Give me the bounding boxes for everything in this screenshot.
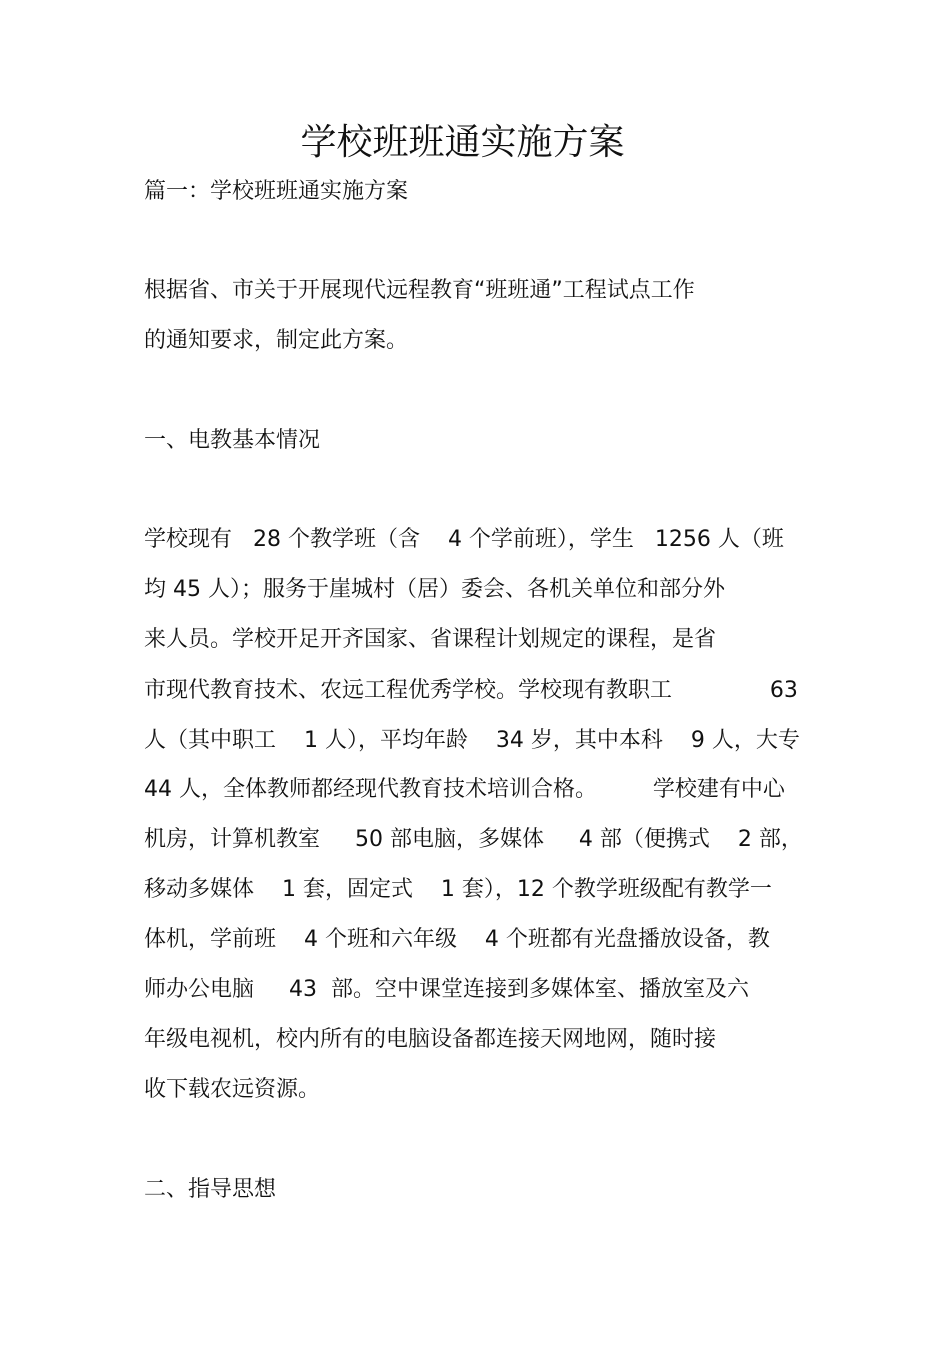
intro-line: 根据省、市关于开展现代远程教育“班班通”工程试点工作 bbox=[144, 278, 695, 303]
document-title: 学校班班通实施方案 bbox=[300, 122, 625, 163]
body-line: 均 45 人）；服务于崖城村（居）委会、各机关单位和部分外 bbox=[144, 577, 725, 602]
body-line: 人（其中职工 1 人），平均年龄 34 岁，其中本科 9 人，大专 bbox=[144, 728, 800, 753]
body-line: 移动多媒体 1 套，固定式 1 套），12 个教学班级配有教学一 bbox=[144, 877, 772, 902]
body-line: 师办公电脑 43 部。空中课堂连接到多媒体室、播放室及六 bbox=[144, 977, 749, 1002]
body-line: 机房，计算机教室 50 部电脑，多媒体 4 部（便携式 2 部， bbox=[144, 827, 803, 852]
body-line: 体机，学前班 4 个班和六年级 4 个班都有光盘播放设备，教 bbox=[144, 927, 770, 952]
section-heading-guiding-ideology: 二、指导思想 bbox=[144, 1177, 277, 1202]
body-line: 来人员。学校开足开齐国家、省课程计划规定的课程，是省 bbox=[144, 627, 717, 652]
intro-line: 的通知要求，制定此方案。 bbox=[144, 328, 409, 353]
body-line: 市现代教育技术、农远工程优秀学校。学校现有教职工 63 bbox=[144, 678, 798, 703]
section-heading-basic-situation: 一、电教基本情况 bbox=[144, 428, 321, 453]
body-line: 学校现有 28 个教学班（含 4 个学前班），学生 1256 人（班 bbox=[144, 527, 784, 552]
body-line: 年级电视机，校内所有的电脑设备都连接天网地网，随时接 bbox=[144, 1027, 717, 1052]
document-subtitle: 篇一：学校班班通实施方案 bbox=[144, 179, 409, 204]
body-line: 收下载农远资源。 bbox=[144, 1077, 321, 1102]
body-line: 44 人，全体教师都经现代教育技术培训合格。 学校建有中心 bbox=[144, 777, 785, 802]
